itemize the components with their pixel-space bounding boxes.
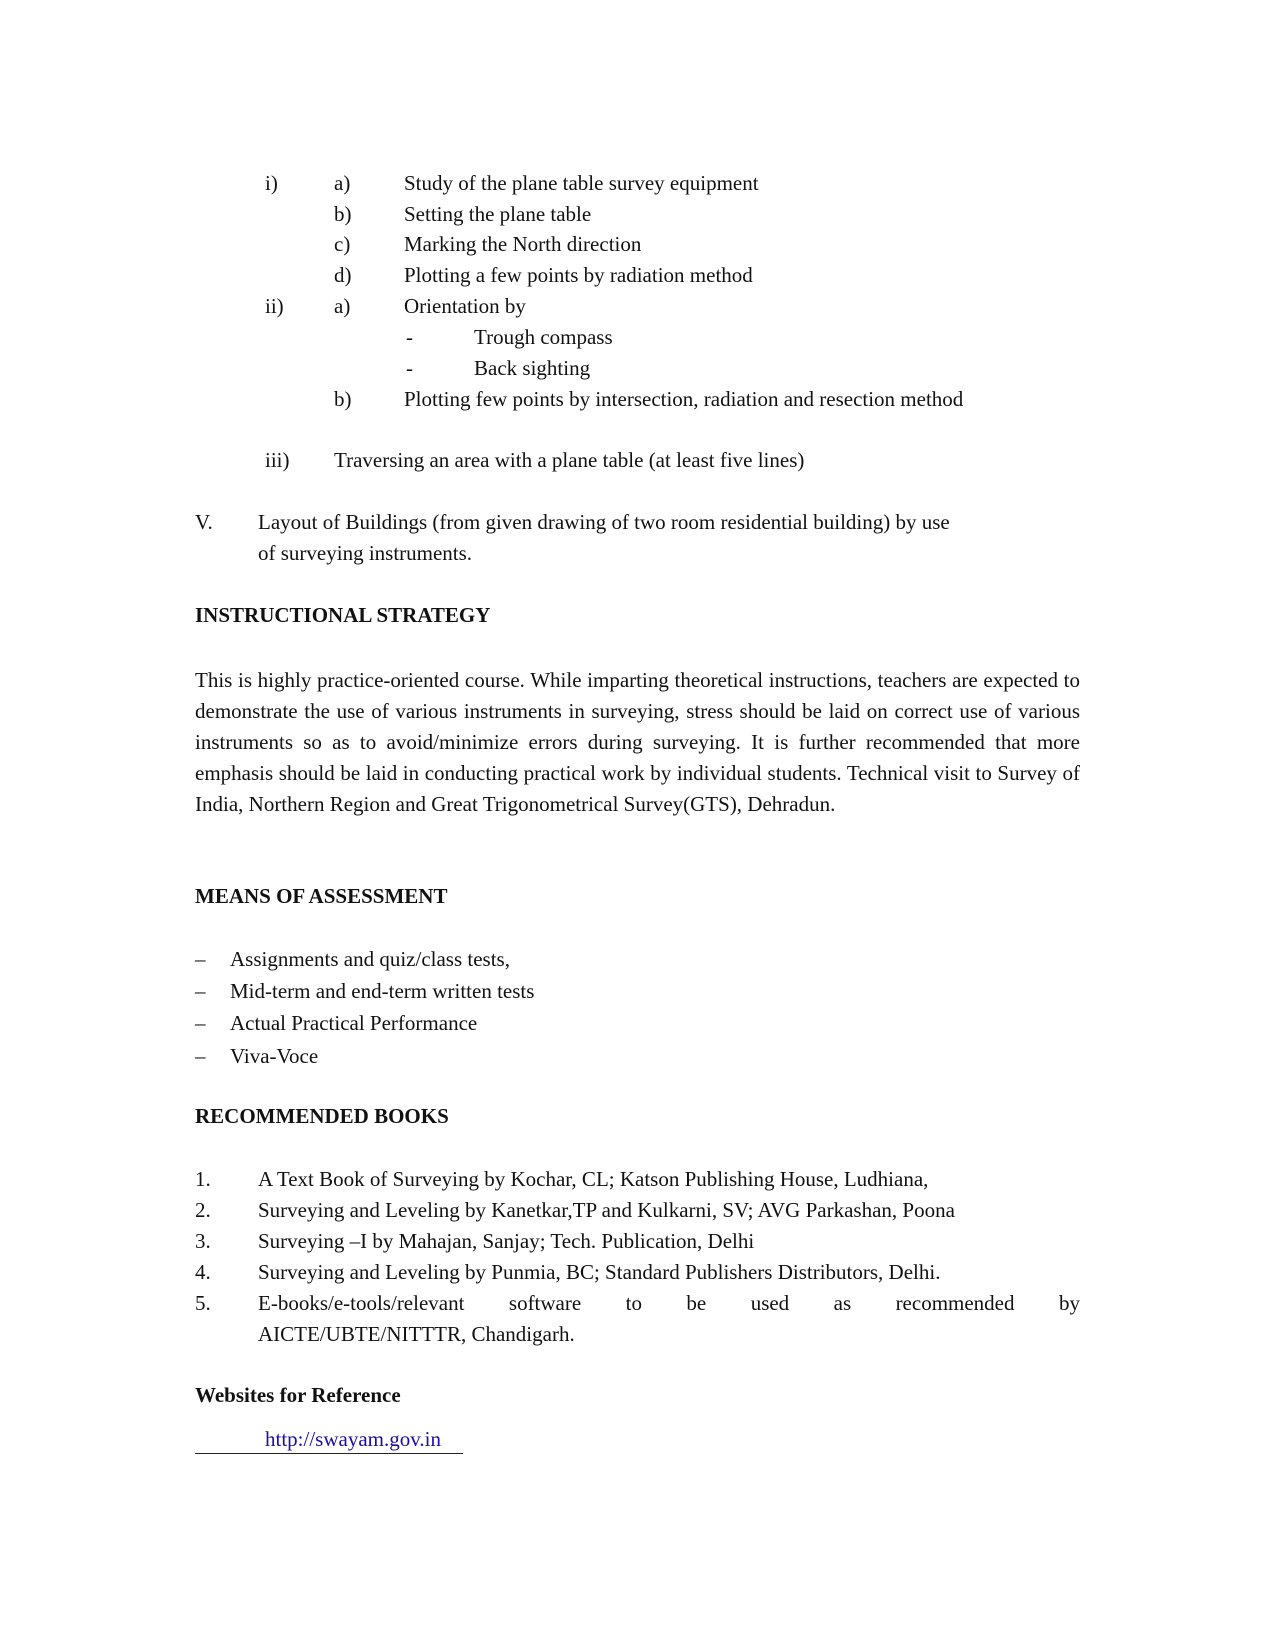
book-item-5-word: E-books/e-tools/relevant <box>258 1291 465 1315</box>
book-item-5-line2: AICTE/UBTE/NITTTR, Chandigarh. <box>258 1322 575 1346</box>
bullet-mark: – <box>195 1044 206 1068</box>
book-number: 1. <box>195 1167 211 1191</box>
item-i-d-text: Plotting a few points by radiation method <box>404 263 753 287</box>
book-item: Surveying and Leveling by Kanetkar,TP and Kulkarni, SV; AVG Parkashan, Poona <box>258 1198 955 1222</box>
websites-heading: Websites for Reference <box>195 1383 401 1407</box>
book-item-5-word: to <box>625 1291 642 1315</box>
item-i-d-label: d) <box>334 263 352 287</box>
instructional-strategy-body: This is highly practice-oriented course. While imparting theoretical instructions, teachers are expected to demonstrate the use of various instruments in surveying, stress should be laid on correct use of various instruments so as to avoid/minimize errors during surveying. It is further recommended that more emphasis should be laid in conducting practical work by individual students. Technical visit to Survey of India, Northern Region and Great Trigonometrical Survey(GTS), Dehradun. <box>195 668 1080 816</box>
book-item-5-word: used <box>750 1291 790 1315</box>
book-number: 3. <box>195 1229 211 1253</box>
book-item: Surveying and Leveling by Punmia, BC; Standard Publishers Distributors, Delhi. <box>258 1260 941 1284</box>
assessment-item: Actual Practical Performance <box>230 1011 478 1035</box>
section-v-line2: of surveying instruments. <box>258 541 473 565</box>
item-ii-b-text: Plotting few points by intersection, radiation and resection method <box>404 387 964 411</box>
item-i-a-label: a) <box>334 171 351 195</box>
book-item-5-word: by <box>1058 1291 1080 1315</box>
book-item-5-word: software <box>508 1291 582 1315</box>
assessment-item: Assignments and quiz/class tests, <box>230 947 510 971</box>
book-item: Surveying –I by Mahajan, Sanjay; Tech. Publication, Delhi <box>258 1229 755 1253</box>
bullet-mark: – <box>195 979 206 1003</box>
book-item-5-word: as <box>833 1291 852 1315</box>
link-underline <box>195 1453 463 1454</box>
dash-mark: - <box>406 325 413 349</box>
item-iii-text: Traversing an area with a plane table (at least five lines) <box>334 448 805 472</box>
means-of-assessment-heading: MEANS OF ASSESSMENT <box>195 884 448 908</box>
item-i-c-label: c) <box>334 232 351 256</box>
recommended-books-heading: RECOMMENDED BOOKS <box>195 1104 449 1128</box>
book-item-5-line1 <box>258 1290 1080 1316</box>
section-v-number: V. <box>195 510 213 534</box>
book-number: 4. <box>195 1260 211 1284</box>
book-item: A Text Book of Surveying by Kochar, CL; Katson Publishing House, Ludhiana, <box>258 1167 929 1191</box>
item-ii-b-label: b) <box>334 387 352 411</box>
item-i-number: i) <box>265 171 278 195</box>
section-v-line1: Layout of Buildings (from given drawing of two room residential building) by use <box>258 510 950 534</box>
book-item-5-word: be <box>686 1291 707 1315</box>
item-i-c-text: Marking the North direction <box>404 232 642 256</box>
bullet-mark: – <box>195 947 206 971</box>
dash-item-text: Back sighting <box>474 356 591 380</box>
item-ii-a-label: a) <box>334 294 351 318</box>
book-number: 2. <box>195 1198 211 1222</box>
item-ii-number: ii) <box>265 294 284 318</box>
dash-item-text: Trough compass <box>474 325 613 349</box>
book-number: 5. <box>195 1291 211 1315</box>
dash-mark: - <box>406 356 413 380</box>
item-iii-number: iii) <box>265 448 290 472</box>
assessment-item: Viva-Voce <box>230 1044 319 1068</box>
item-ii-a-text: Orientation by <box>404 294 526 318</box>
item-i-b-label: b) <box>334 202 352 226</box>
book-item-5-word: recommended <box>895 1291 1015 1315</box>
item-i-a-text: Study of the plane table survey equipment <box>404 171 759 195</box>
swayam-link[interactable]: http://swayam.gov.in <box>265 1427 441 1451</box>
instructional-strategy-heading: INSTRUCTIONAL STRATEGY <box>195 603 491 627</box>
bullet-mark: – <box>195 1011 206 1035</box>
assessment-item: Mid-term and end-term written tests <box>230 979 535 1003</box>
item-i-b-text: Setting the plane table <box>404 202 592 226</box>
